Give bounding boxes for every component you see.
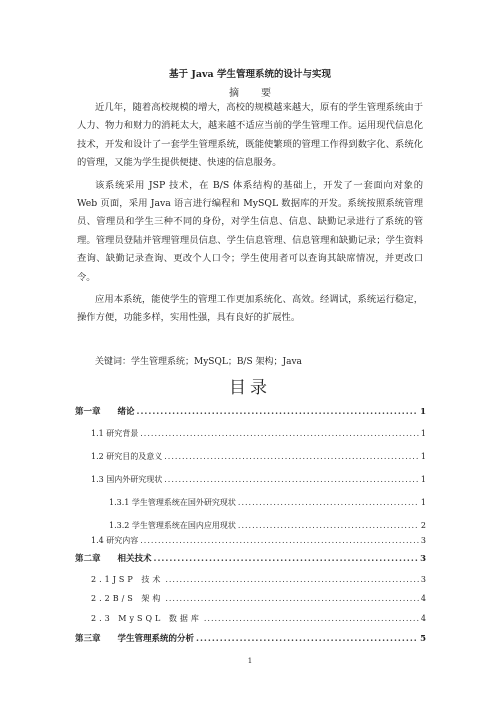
toc-section-entry[interactable] (75, 520, 426, 531)
toc-section-entry[interactable] (75, 497, 426, 508)
toc-dot-leader (140, 429, 419, 438)
toc-dot-leader (238, 521, 419, 530)
abstract-heading: 摘要 (229, 88, 293, 99)
toc-section-entry[interactable] (75, 451, 426, 462)
abstract-body (77, 99, 423, 332)
toc-section-entry[interactable] (75, 574, 426, 585)
toc-entry-label: 2.1JSP 技术 (91, 575, 164, 584)
toc-entry-label: 1.3 国内外研究现状 (91, 475, 163, 484)
toc-entry-label: 1.4 研究内容 (91, 536, 139, 545)
toc-title: 目录 (229, 378, 271, 398)
toc-entry-page: 1 (420, 429, 426, 438)
page-number: 1 (247, 657, 253, 665)
abstract-paragraph: 应用本系统，能使学生的管理工作更加系统化、高效。经调试，系统运行稳定，操作方便，功能多样，实用性强，具有良好的扩展性。 (77, 294, 423, 324)
toc-entry-page: 3 (420, 554, 426, 564)
toc-entry-page: 4 (420, 594, 426, 603)
toc-section-entry[interactable] (75, 593, 426, 604)
toc-dot-leader (196, 634, 418, 644)
toc-dot-leader (154, 554, 419, 564)
toc-entry-label: 第二章 相关技术 (75, 554, 152, 564)
toc-section-entry[interactable] (75, 613, 426, 624)
toc-section-entry[interactable] (75, 535, 426, 546)
toc-entry-label: 第一章 绪论 (75, 407, 135, 417)
toc-dot-leader (137, 407, 419, 417)
toc-entry-page: 4 (420, 614, 426, 623)
toc-section-entry[interactable] (75, 474, 426, 485)
toc-entry-label: 第三章 学生管理系统的分析 (75, 634, 195, 644)
toc-entry-label: 2.3 MySQL 数据库 (91, 614, 202, 623)
toc-dot-leader (164, 452, 419, 461)
toc-dot-leader (140, 536, 419, 545)
toc-dot-leader (204, 614, 419, 623)
toc-dot-leader (165, 594, 419, 603)
toc-entry-label: 1.2 研究目的及意义 (91, 452, 163, 461)
toc-chapter-entry[interactable] (75, 552, 426, 564)
abstract-paragraph: 近几年，随着高校规模的增大，高校的规模越来越大，原有的学生管理系统由于人力、物力和财力的消耗太大，越来越不适应当前的学生管理工作。运用现代信息化技术，开发和设计了一套学生管理系统，既能使繁琐的管理工作得到数字化、系统化的管理，又能为学生提供便捷、快速的信息服务。 (77, 102, 423, 169)
toc-entry-label: 1.1 研究背景 (91, 429, 139, 438)
toc-section-entry[interactable] (75, 428, 426, 439)
toc-entry-page: 1 (420, 452, 426, 461)
toc-dot-leader (238, 498, 419, 507)
toc-entry-label: 1.3.2 学生管理系统在国内应用现状 (109, 521, 236, 530)
toc-entry-page: 3 (420, 575, 426, 584)
toc-entry-page: 1 (420, 407, 426, 417)
toc-entry-page: 1 (420, 498, 426, 507)
toc-chapter-entry[interactable] (75, 632, 426, 644)
toc-entry-label: 2.2B/S 架构 (91, 594, 164, 603)
toc-entry-page: 2 (420, 521, 426, 530)
toc-dot-leader (164, 475, 419, 484)
document-title: 基于 Java 学生管理系统的设计与实现 (169, 69, 331, 80)
toc-entry-page: 1 (420, 475, 426, 484)
toc-entry-page: 5 (420, 634, 426, 644)
toc-entry-label: 1.3.1 学生管理系统在国外研究现状 (109, 498, 236, 507)
toc-dot-leader (165, 575, 419, 584)
abstract-paragraph: 该系统采用 JSP 技术，在 B/S 体系结构的基础上，开发了一套面向对象的 Web 页面，采用 Java 语言进行编程和 MySQL 数据库的开发。系统按照系统管理员、管理员和学生三种不同的身份，对学生信息、信息、缺勤记录进行了系统的管理。管理员登陆并管理管理员信息、学生信息管理、信息管理和缺勤记录；学生资料查询、缺勤记录查询、更改个人口令；学生使用者可以查询其缺席情况，并更改口令。 (77, 179, 423, 283)
toc-chapter-entry[interactable] (75, 405, 426, 417)
keywords-line: 关键词：学生管理系统；MySQL；B/S 架构；Java (95, 357, 302, 367)
toc-entry-page: 3 (420, 536, 426, 545)
